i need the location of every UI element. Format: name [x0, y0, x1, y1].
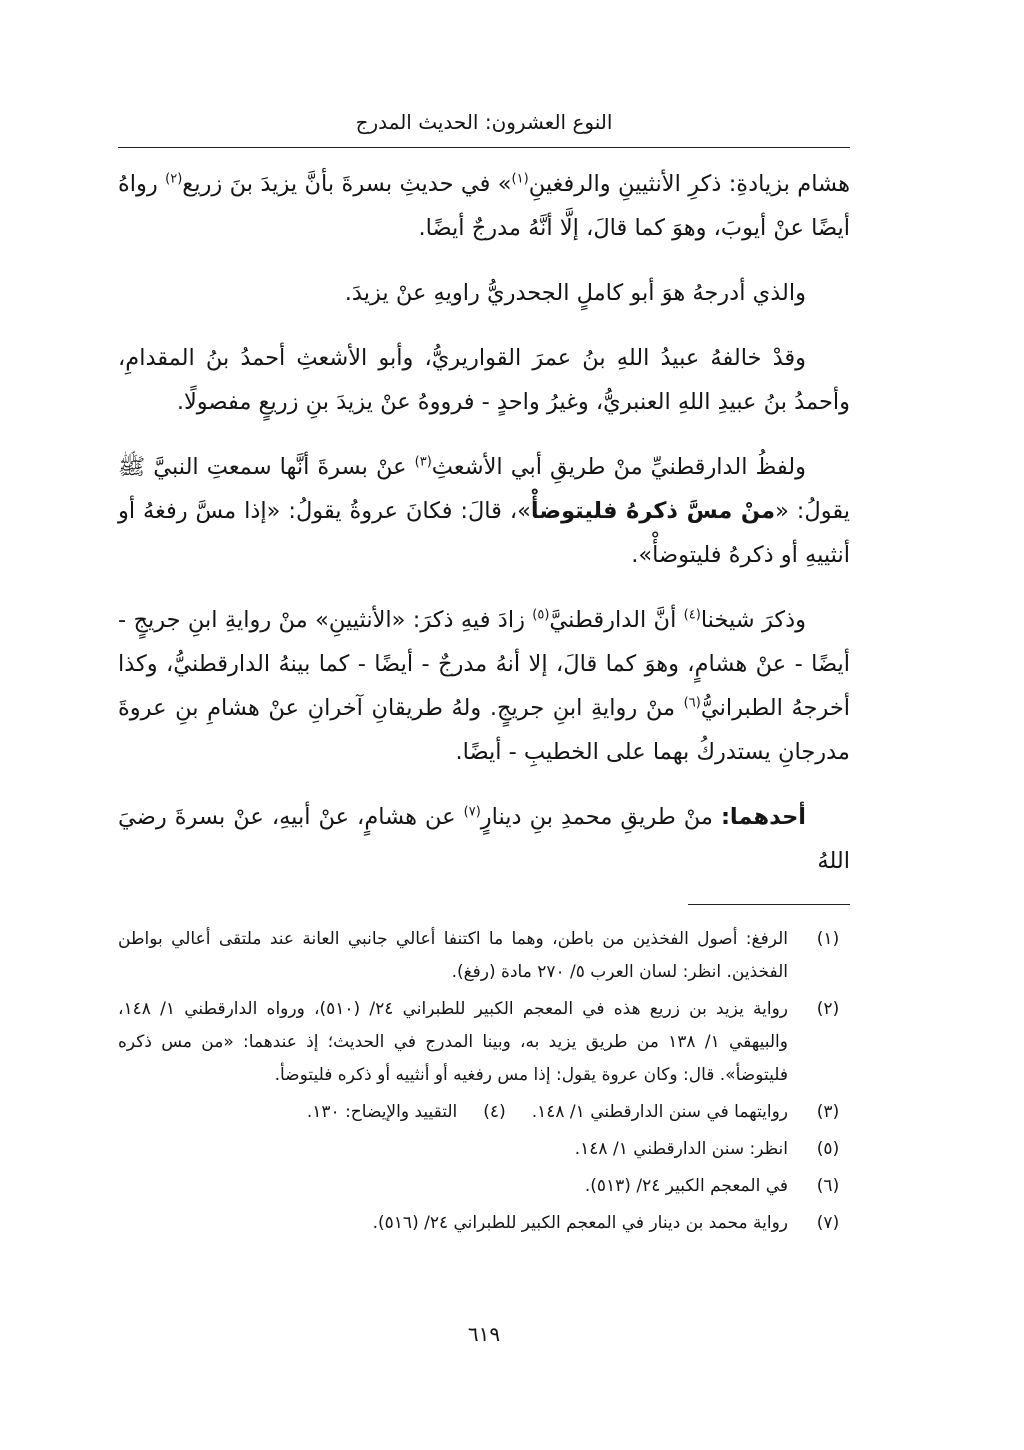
- text-run: وذكرَ شيخنا: [700, 607, 806, 633]
- footnote-1: [118, 923, 850, 989]
- footnote-5: [118, 1133, 850, 1166]
- text-run: هشام بزيادةِ: ذكرِ الأنثيينِ والرفغينِ: [528, 171, 850, 197]
- paragraph-5: [118, 598, 850, 774]
- text-run: منْ طريقِ محمدِ بنِ دينارٍ: [480, 804, 721, 830]
- footnote-separator: [688, 904, 850, 905]
- text-run: أنَّ الدارقطنيَّ: [549, 607, 684, 633]
- page-number: ٦١٩: [467, 1322, 501, 1346]
- footnote-ref-4[interactable]: (٤): [683, 607, 701, 623]
- text-run: عنْ بسرةَ أنَّها سمعتِ النبيَّ ﷺ يقولُ: «: [118, 454, 850, 524]
- footnote-text: رواية يزيد بن زريع هذه في المعجم الكبير للطبراني ٢٤/ (٥١٠)، ورواه الدارقطني ١/ ١٤٨، والبيهقي ١/ ١٣٨ من طريق يزيد به، وبينا المدرج في الحديث؛ إذ عندهما: «من مس ذكره فليتوضأ». قال: وكان عروة يقول: إذا مس رفغيه أو أنثييه أو ذكره فليتوضأ.: [118, 999, 789, 1085]
- footnote-7: [118, 1207, 850, 1240]
- footnote-number: (٢): [816, 999, 840, 1019]
- footnote-ref-3[interactable]: (٣): [414, 454, 432, 470]
- hadith-text: منْ مسَّ ذكرهُ فليتوضأْ: [530, 498, 776, 524]
- footnote-number: (٧): [816, 1213, 840, 1233]
- text-run: »، قالَ: فكانَ عروةُ يقولُ: «إذا مسَّ رفغهُ أو أنثييهِ أو ذكرهُ فليتوضأْ».: [118, 498, 850, 568]
- running-title: النوع العشرون: الحديث المدرج: [355, 110, 613, 134]
- footnote-text: الرفغ: أصول الفخذين من باطن، وهما ما اكتنفا أعالي جانبي العانة عند ملتقى أعالي بواطن الفخذين. انظر: لسان العرب ٥/ ٢٧٠ مادة (رفغ).: [118, 929, 788, 982]
- text-run: منْ روايةِ ابنِ جريجٍ. ولهُ طريقانِ آخرانِ عنْ هشامِ بنِ عروةَ مدرجانِ يستدركُ بهما على الخطيبِ - أيضًا.: [118, 695, 850, 765]
- footnotes: [118, 923, 850, 1244]
- paragraph-4: [118, 445, 850, 577]
- footnote-text: في المعجم الكبير ٢٤/ (٥١٣).: [584, 1176, 788, 1196]
- paragraph-3: وقدْ خالفهُ عبيدُ اللهِ بنُ عمرَ القواريريُّ، وأبو الأشعثِ أحمدُ بنُ المقدامِ، وأحمدُ بنُ عبيدِ اللهِ العنبريُّ، وغيرُ واحدٍ - فرووهُ عنْ يزيدَ بنِ زريعٍ مفصولًا.: [118, 345, 850, 415]
- footnote-ref-7[interactable]: (٧): [463, 804, 481, 820]
- footnote-number: (٤): [483, 1102, 506, 1122]
- text-run: ولفظُ الدارقطنيِّ منْ طريقِ أبي الأشعثِ: [431, 454, 806, 480]
- footnote-text: روايتهما في سنن الدارقطني ١/ ١٤٨.: [531, 1102, 788, 1122]
- footnote-number: (١): [816, 929, 840, 949]
- footnote-text: انظر: سنن الدارقطني ١/ ١٤٨.: [574, 1139, 788, 1159]
- footnote-ref-5[interactable]: (٥): [532, 607, 550, 623]
- text-run: رواهُ أيضًا عنْ أيوبَ، وهوَ كما قالَ، إلَّا أنَّهُ مدرجٌ أيضًا.: [118, 171, 850, 241]
- footnote-text: التقييد والإيضاح: ١٣٠.: [306, 1102, 458, 1122]
- text-run: عن هشامٍ، عنْ أبيهِ، عنْ بسرةَ رضيَ اللهُ: [118, 804, 850, 874]
- footnote-text: رواية محمد بن دينار في المعجم الكبير للطبراني ٢٤/ (٥١٦).: [372, 1213, 788, 1233]
- text-run: زادَ فيهِ ذكرَ: «الأنثيينِ» منْ روايةِ ابنِ جريجٍ - أيضًا - عنْ هشامٍ، وهوَ كما قالَ، إلا أنهُ مدرجٌ - أيضًا - كما بينهُ الدارقطنيُّ، وكذا أخرجهُ الطبرانيُّ: [118, 607, 850, 721]
- paragraph-2: والذي أدرجهُ هوَ أبو كاملٍ الجحدريُّ راويهِ عنْ يزيدَ.: [344, 280, 806, 306]
- footnote-ref-2[interactable]: (٢): [165, 171, 183, 187]
- footnote-number: (٦): [816, 1176, 840, 1196]
- footnote-number: (٣): [816, 1102, 840, 1122]
- footnote-number: (٥): [816, 1139, 840, 1159]
- footnote-3-4: [118, 1096, 850, 1129]
- text-run: » في حديثِ بسرةَ بأنَّ يزيدَ بنَ زريع: [182, 171, 512, 197]
- paragraph-1: [118, 162, 850, 250]
- section-label: أحدهما:: [720, 804, 806, 830]
- footnote-2: [118, 993, 850, 1092]
- main-text: [118, 162, 850, 883]
- footnote-ref-1[interactable]: (١): [511, 171, 529, 187]
- footnote-ref-6[interactable]: (٦): [683, 695, 701, 711]
- header-rule: [118, 147, 850, 148]
- paragraph-6: [118, 795, 850, 883]
- footnote-6: [118, 1170, 850, 1203]
